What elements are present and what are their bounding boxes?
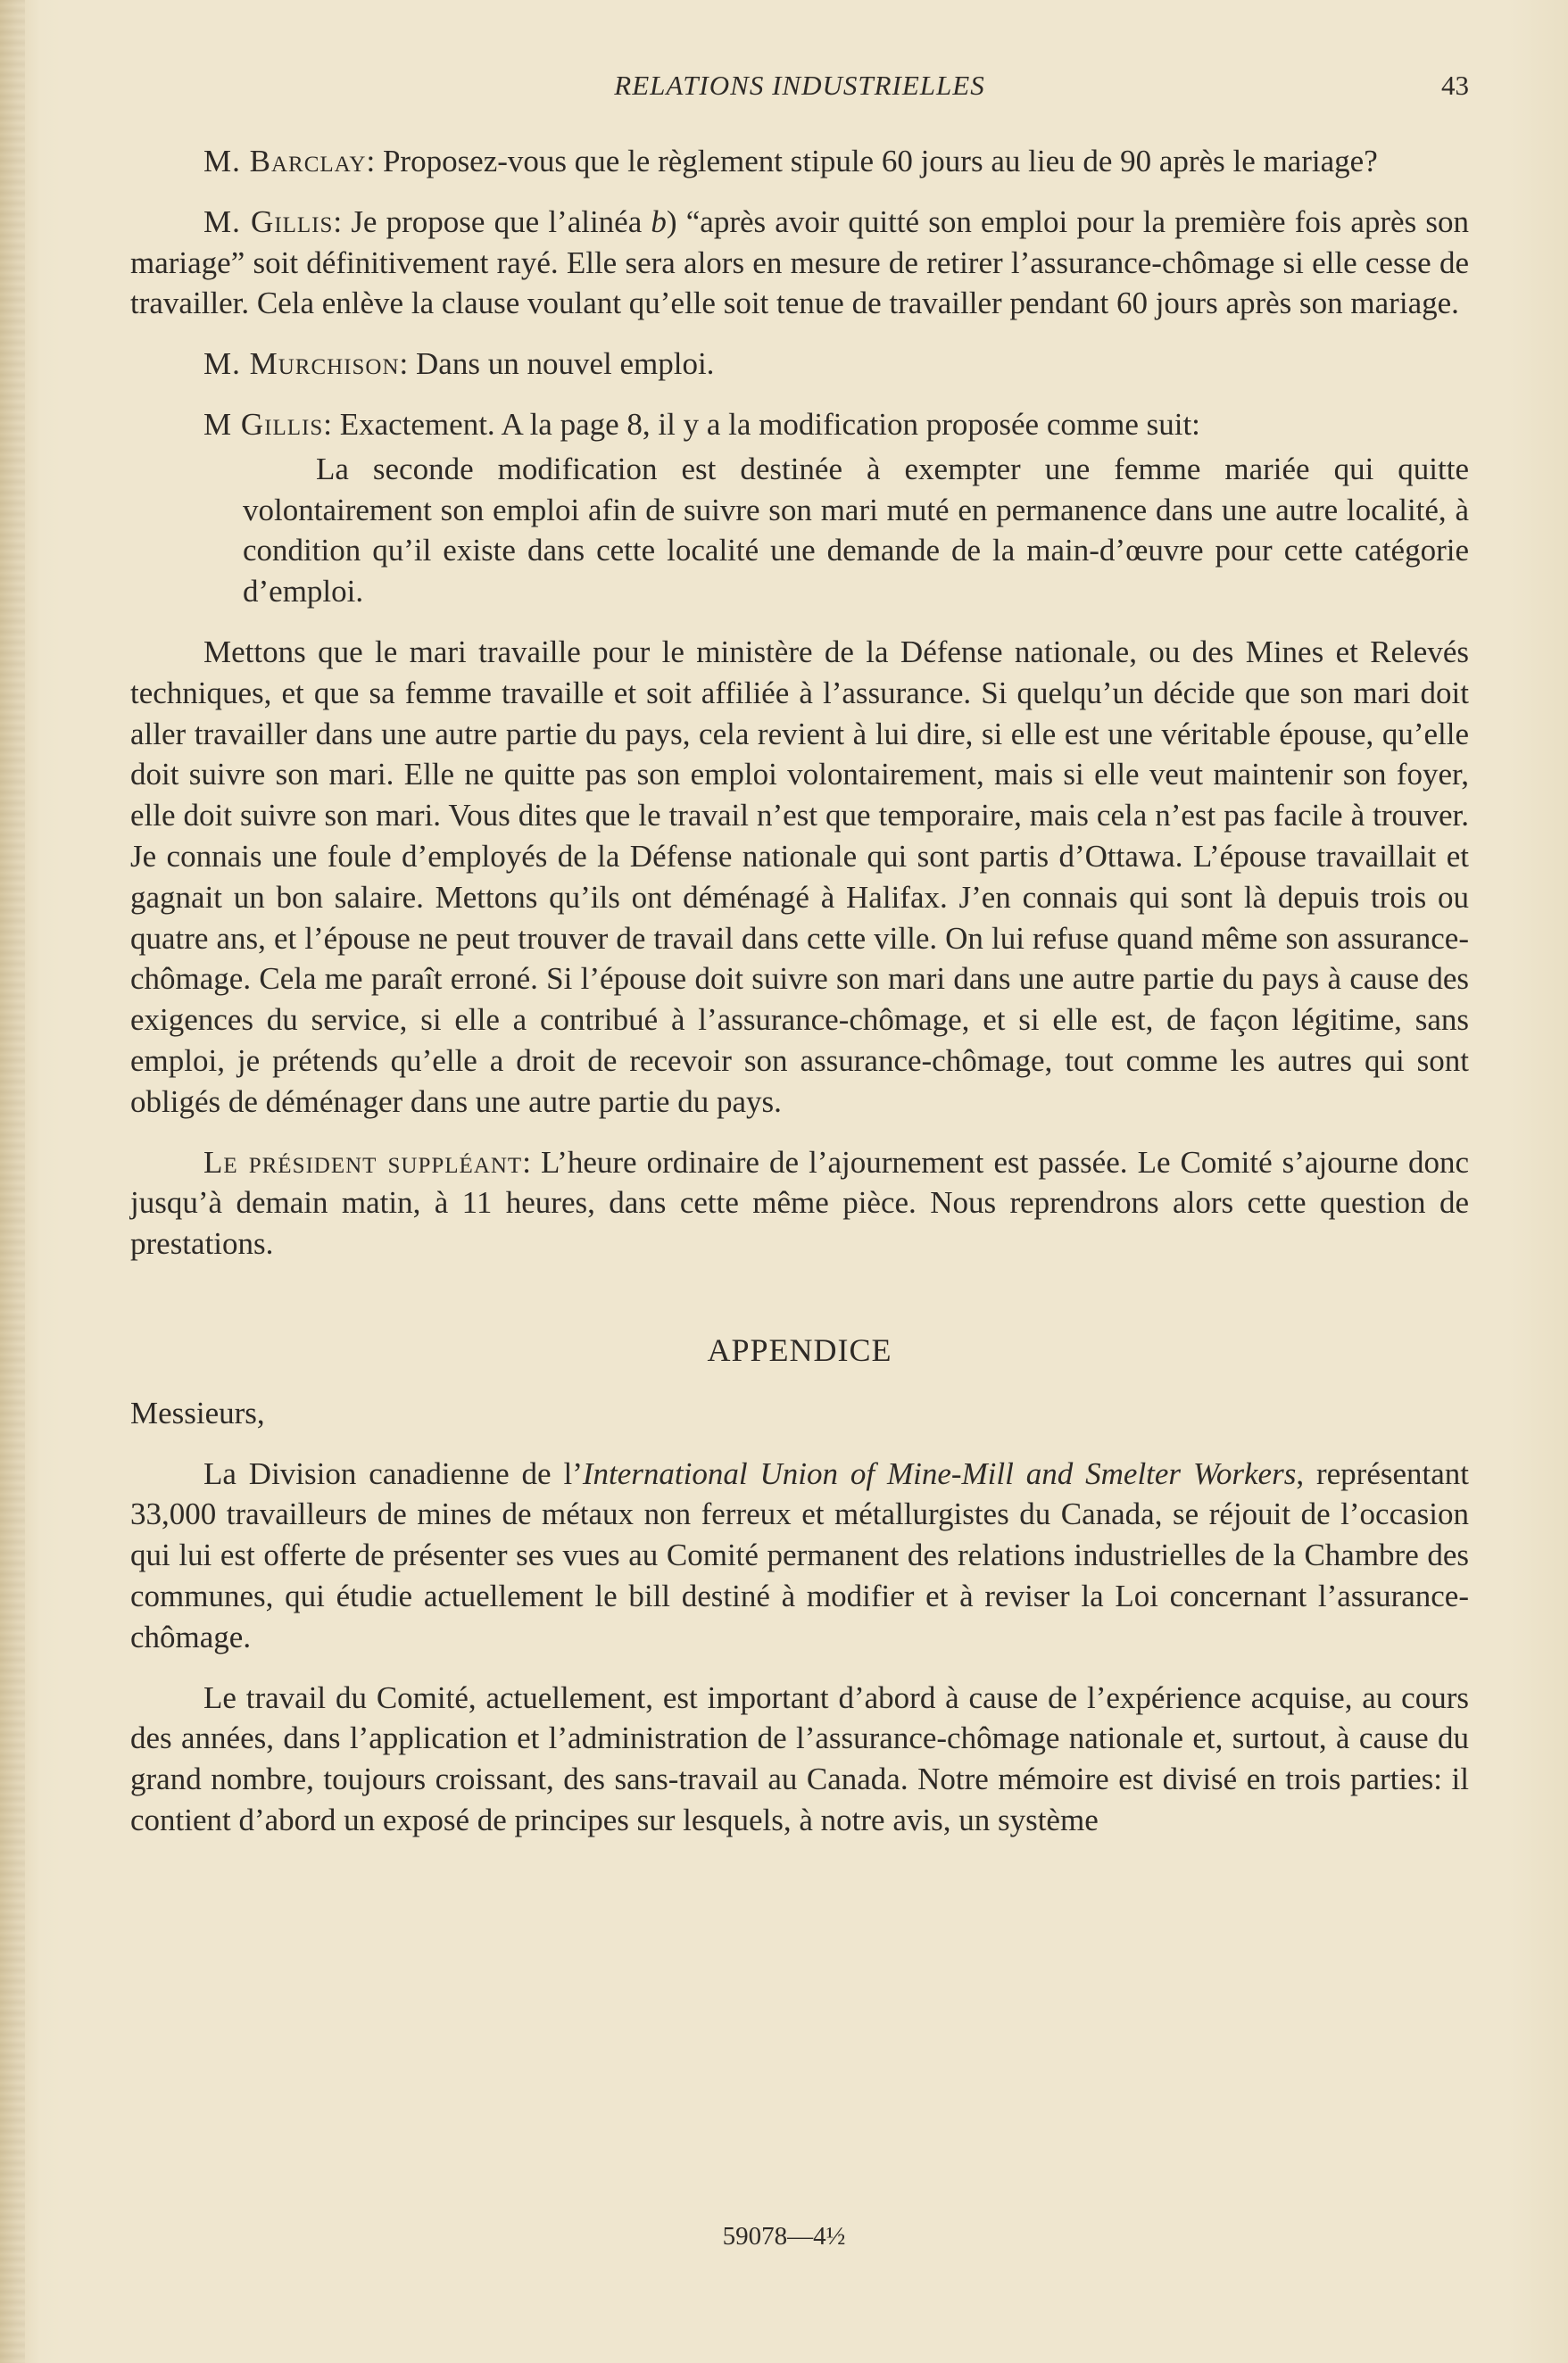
paragraph-murchison xyxy=(130,344,1469,385)
paragraph-text: ) “après avoir quitté son emploi pour la première fois après son mariage” soit définitivement rayé. Elle sera alors en mesure de retirer l’assurance-chômage si elle cesse de travailler. Cela enlève la clause voulant qu’elle soit tenue de travailler pendant 60 jours après son mariage. xyxy=(130,203,1469,321)
paragraph-text: La Division canadienne de l’ xyxy=(203,1455,583,1491)
speaker-name: Le président suppléant xyxy=(203,1144,523,1180)
speaker-name: M Gillis xyxy=(203,406,324,442)
paragraph-text: : Je propose que l’alinéa xyxy=(333,203,651,239)
printer-signature: 59078—4½ xyxy=(722,2222,846,2251)
paragraph-text: , représentant 33,000 travailleurs de mines de métaux non ferreux et métallurgistes du Canada, se réjouit de l’occasion qui lui est offerte de présenter ses vues au Comité permanent des relations industrielles de la Chambre des communes, qui étudie actuellement le bill destiné à modifier et à reviser la Loi concernant l’assurance-chômage. xyxy=(130,1455,1469,1654)
speaker-name: M. Barclay xyxy=(203,144,367,178)
paragraph-gillis-1 xyxy=(130,202,1469,324)
appendix-paragraph-2: Le travail du Comité, actuellement, est important d’abord à cause de l’expérience acquise, au cours des années, dans l’application et l’administration de l’assurance-chômage nationale et, surtout, à cause du grand nombre, toujours croissant, des sans-travail au Canada. Notre mémoire est divisé en trois parties: il contient d’abord un exposé de principes sur lesquels, à notre avis, un système xyxy=(130,1679,1469,1837)
paragraph-text: : Exactement. A la page 8, il y a la modification proposée comme suit: xyxy=(323,406,1200,442)
union-name: International Union of Mine-Mill and Smelter Workers xyxy=(582,1455,1297,1491)
paragraph-mettons: Mettons que le mari travaille pour le ministère de la Défense nationale, ou des Mines et Relevés techniques, et que sa femme travaille et soit affiliée à l’assurance. Si quelqu’un décide que son mari doit aller travailler dans une autre partie du pays, cela revient à lui dire, si elle est une véritable épouse, qu’elle doit suivre son mari. Elle ne quitte pas son emploi volontairement, mais si elle veut maintenir son foyer, elle doit suivre son mari. Vous dites que le travail n’est que temporaire, mais cela n’est pas facile à trouver. Je connais une foule d’employés de la Défense nationale qui sont partis d’Ottawa. L’épouse travaillait et gagnait un bon salaire. Mettons qu’ils ont déménagé à Halifax. J’en connais qui sont là depuis trois ou quatre ans, et l’épouse ne peut trouver de travail dans cette ville. On lui refuse quand même son assurance-chômage. Cela me paraît erroné. Si l’épouse doit suivre son mari dans une autre partie du pays à cause des exigences du service, si elle a contribué à l’assurance-chômage, et si elle est, de façon légitime, sans emploi, je prétends qu’elle a droit de recevoir son assurance-chômage, tout comme les autres qui sont obligés de déménager dans une autre partie du pays. xyxy=(130,634,1469,1119)
paragraph-text: : Proposez-vous que le règlement stipule 60 jours au lieu de 90 après le mariage? xyxy=(366,144,1378,178)
document-body xyxy=(130,141,1469,1861)
speaker-name: M. Gillis xyxy=(203,203,334,239)
paragraph-president xyxy=(130,1142,1469,1264)
appendix-heading: APPENDICE xyxy=(707,1331,892,1368)
running-head xyxy=(130,70,1469,109)
binding-edge xyxy=(0,0,25,2363)
block-quote: La seconde modification est destinée à exempter une femme mariée qui quitte volontairement son emploi afin de suivre son mari muté en permanence dans une autre localité, à condition qu’il existe dans cette localité une demande de la main-d’œuvre pour cette catégorie d’emploi. xyxy=(243,451,1469,609)
paragraph-italic: b xyxy=(651,203,667,239)
paragraph-text: : Dans un nouvel emploi. xyxy=(399,346,715,382)
page-number: 43 xyxy=(1441,70,1469,101)
appendix-paragraph-1 xyxy=(130,1454,1469,1658)
speaker-name: M. Murchison xyxy=(203,346,400,382)
paragraph-gillis-2 xyxy=(130,404,1469,445)
running-head-title: RELATIONS INDUSTRIELLES xyxy=(614,70,985,101)
salutation: Messieurs, xyxy=(130,1395,265,1430)
paragraph-text: : L’heure ordinaire de l’ajournement est passée. Le Comité s’ajourne donc jusqu’à demain matin, à 11 heures, dans cette même pièce. Nous reprendrons alors cette question de prestations. xyxy=(130,1144,1469,1262)
paragraph-barclay xyxy=(130,141,1469,182)
